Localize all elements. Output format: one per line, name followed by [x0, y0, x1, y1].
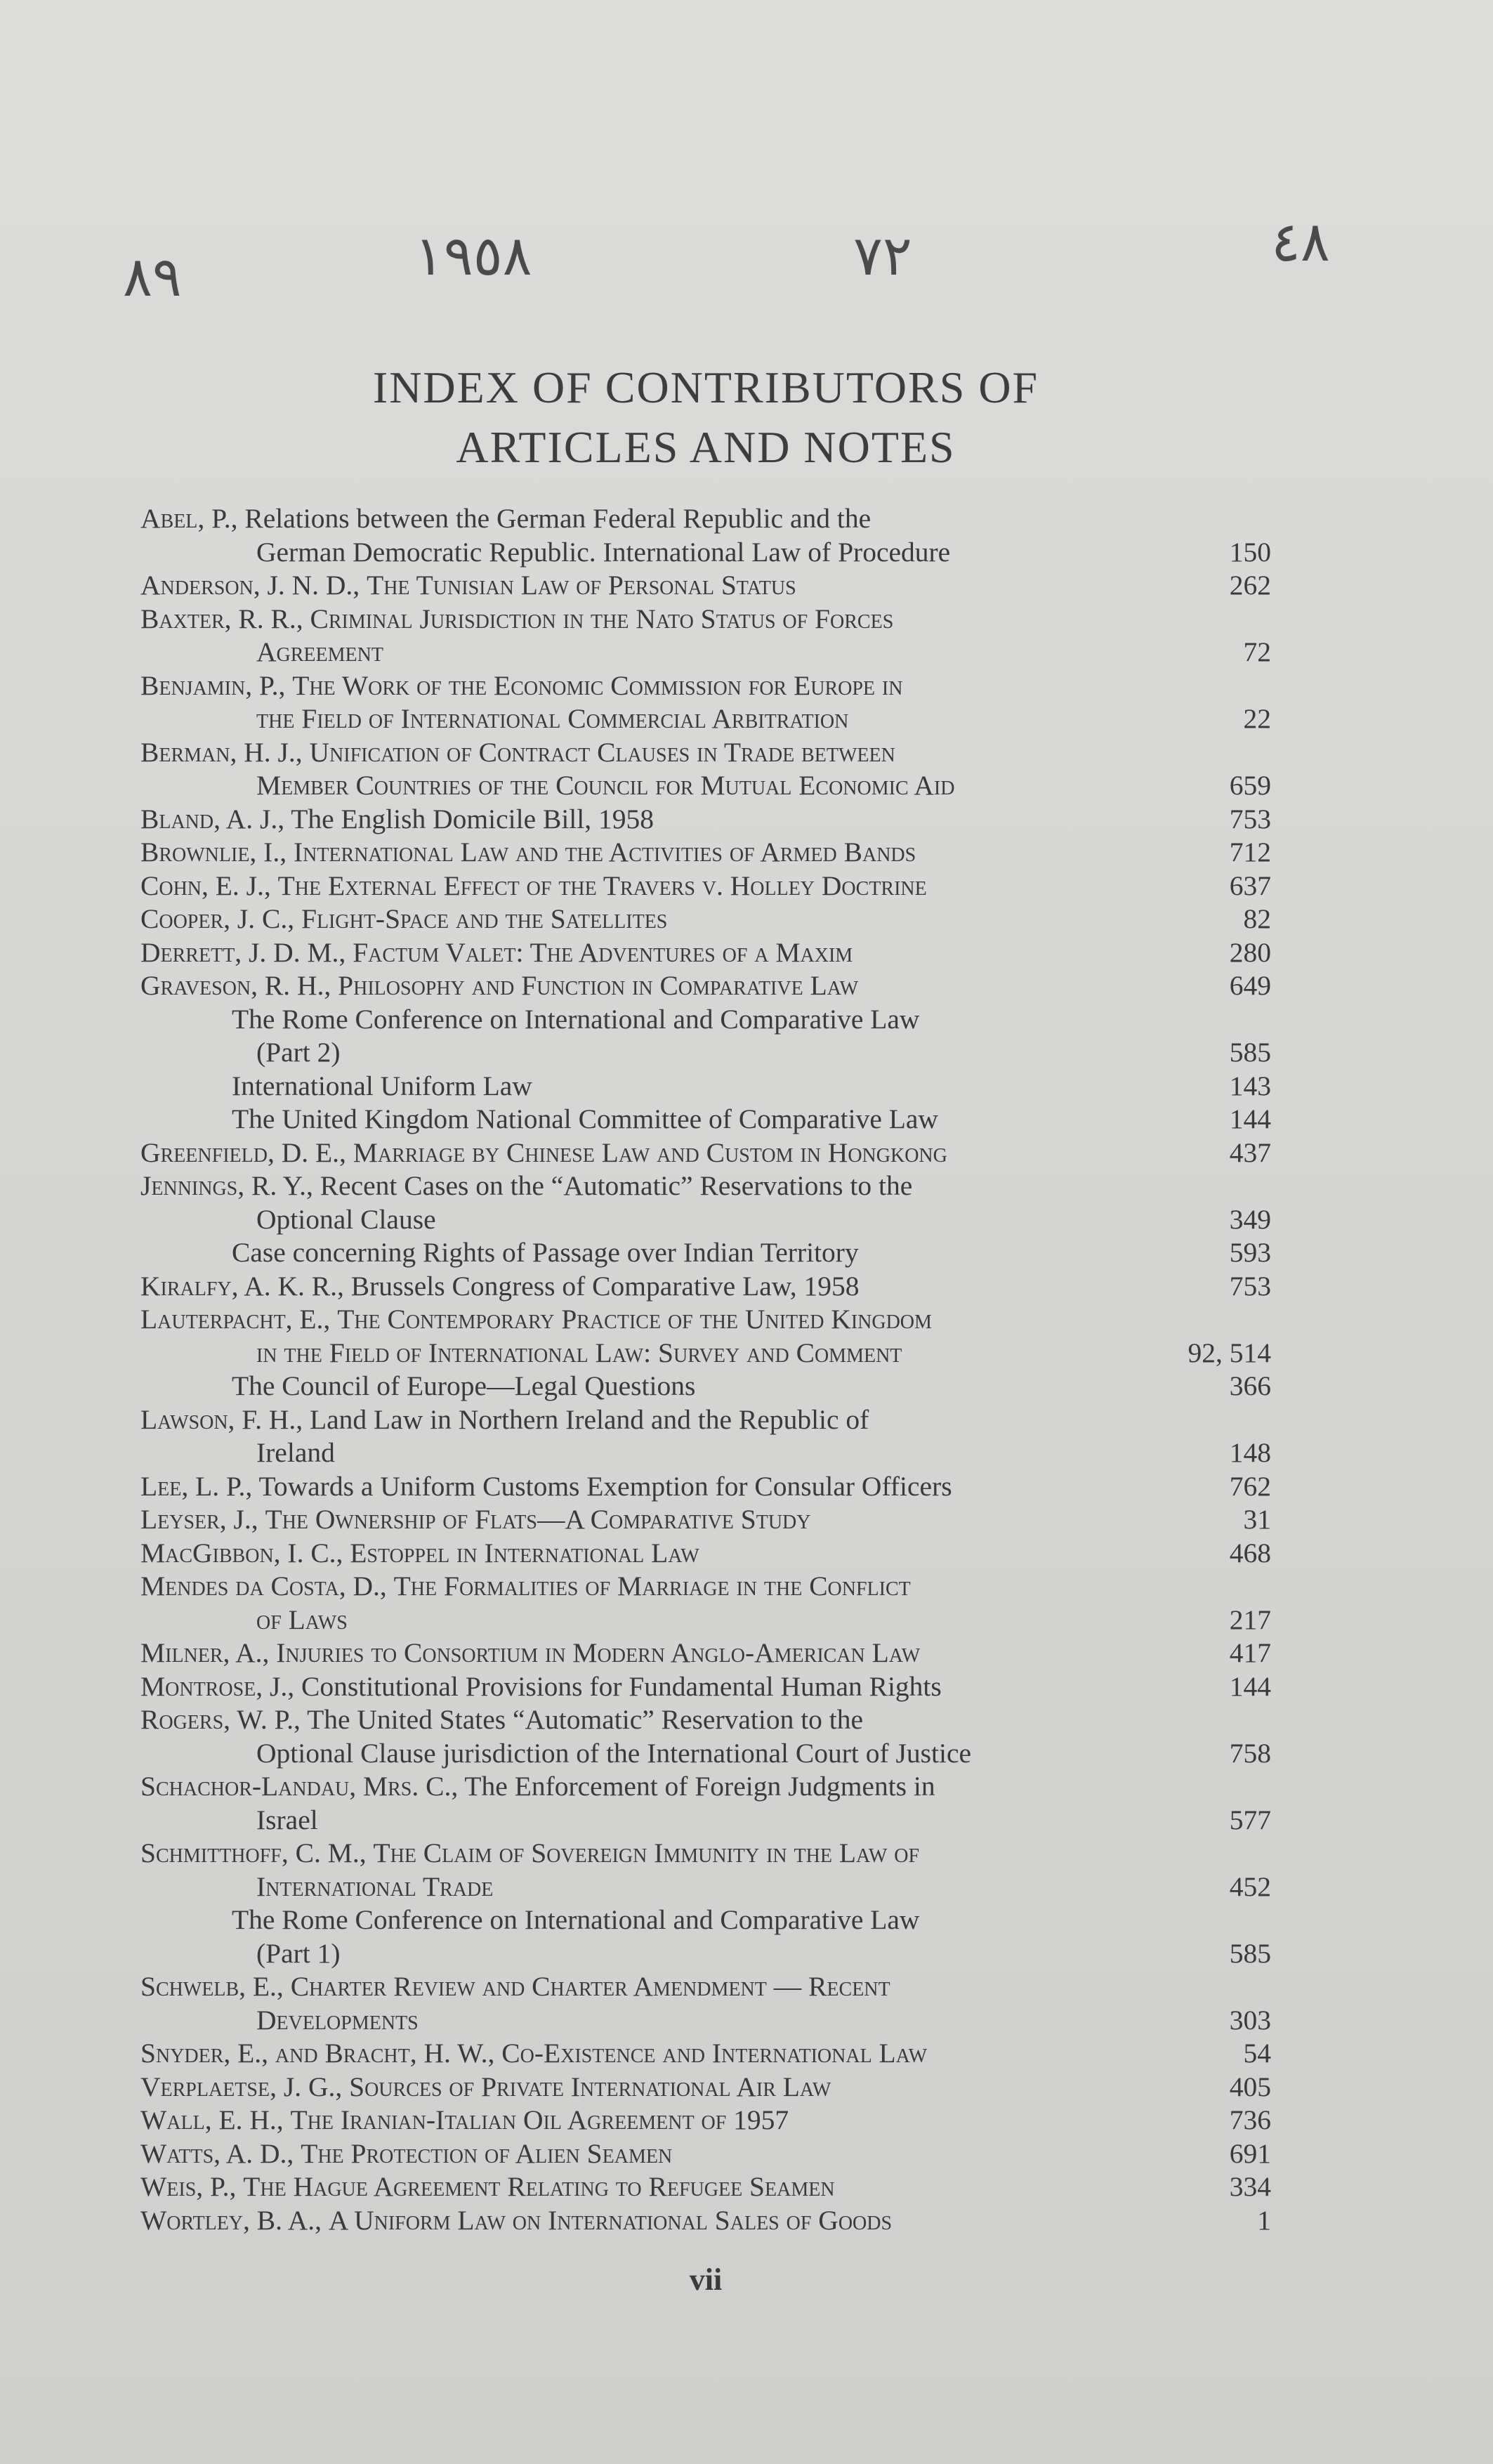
article-title: The English Domicile Bill, 1958	[291, 803, 655, 834]
page-number: 217	[1229, 1604, 1271, 1635]
index-line	[140, 2170, 1271, 2204]
page-number: 1	[1257, 2204, 1271, 2236]
index-entry	[140, 1470, 1271, 1504]
contributors-index	[140, 502, 1271, 2237]
article-title: Factum Valet: The Adventures of a Maxim	[353, 936, 853, 968]
handwritten-mark: ٨٩	[123, 246, 182, 309]
page-title-line-2: ARTICLES AND NOTES	[456, 422, 956, 472]
index-line	[140, 1169, 1271, 1203]
author-name: Bland, A. J.,	[140, 803, 285, 834]
author-name: Abel, P.,	[140, 503, 238, 534]
page-number: 82	[1243, 903, 1271, 934]
author-name: Lawson, F. H.,	[140, 1403, 303, 1435]
page-number: 280	[1229, 936, 1271, 968]
article-title: The External Effect of the Travers v. Holley Doctrine	[277, 870, 927, 901]
index-entry	[140, 2204, 1271, 2238]
index-line	[140, 1337, 1271, 1370]
page-number: 593	[1229, 1237, 1271, 1268]
index-entry	[140, 569, 1271, 603]
page-number: 712	[1229, 837, 1271, 867]
article-title: Optional Clause jurisdiction of the International Court of Justice	[256, 1737, 972, 1769]
article-title: Estoppel in International Law	[350, 1537, 699, 1568]
author-name: Jennings, R. Y.,	[140, 1170, 313, 1201]
article-title: The Rome Conference on International and Comparative Law	[232, 1904, 920, 1935]
author-name: Snyder, E., and Bracht, H. W.,	[140, 2038, 495, 2069]
article-title: International Uniform Law	[232, 1070, 532, 1101]
index-entry	[140, 1670, 1271, 1704]
index-line	[140, 1503, 1271, 1537]
article-title: Agreement	[256, 636, 383, 667]
index-entry	[140, 1537, 1271, 1571]
index-line	[140, 803, 1271, 837]
page-number: 150	[1229, 536, 1271, 568]
author-name: MacGibbon, I. C.,	[140, 1537, 343, 1568]
index-line	[140, 1470, 1271, 1504]
index-line	[140, 1403, 1271, 1437]
index-line	[140, 669, 1271, 703]
page-number: 585	[1229, 1037, 1271, 1068]
page-number: 143	[1229, 1070, 1271, 1101]
index-line	[140, 2071, 1271, 2104]
article-title: German Democratic Republic. International Law of Procedure	[256, 536, 951, 568]
page-number: 659	[1229, 770, 1271, 801]
index-line	[140, 536, 1271, 570]
index-entry	[140, 736, 1271, 803]
index-entry	[140, 603, 1271, 669]
article-title: Constitutional Provisions for Fundamental Human Rights	[301, 1670, 942, 1702]
article-title: Recent Cases on the “Automatic” Reservations to the	[320, 1170, 913, 1201]
author-name: Schachor-Landau, Mrs. C.,	[140, 1771, 459, 1802]
article-title: Injuries to Consortium in Modern Anglo-American Law	[276, 1637, 921, 1668]
author-name: Milner, A.,	[140, 1637, 270, 1668]
article-title: The Tunisian Law of Personal Status	[367, 570, 796, 601]
index-line	[140, 1036, 1271, 1070]
index-line	[140, 1103, 1271, 1136]
page-number: 417	[1229, 1637, 1271, 1668]
index-entry	[140, 1169, 1271, 1270]
index-line	[140, 1270, 1271, 1304]
author-name: Cooper, J. C.,	[140, 903, 295, 934]
article-title: The Contemporary Practice of the United Kingdom	[337, 1304, 932, 1335]
index-entry	[140, 1136, 1271, 1170]
index-entry	[140, 936, 1271, 970]
article-title: The Council of Europe—Legal Questions	[232, 1370, 696, 1401]
index-entry	[140, 1270, 1271, 1304]
article-title: Charter Review and Charter Amendment — Recent	[290, 1971, 890, 2002]
author-name: Wortley, B. A.,	[140, 2204, 322, 2236]
article-title: Brussels Congress of Comparative Law, 1958	[350, 1270, 860, 1302]
index-line	[140, 1637, 1271, 1670]
author-name: Derrett, J. D. M.,	[140, 936, 346, 968]
index-line	[140, 1370, 1271, 1403]
author-name: Watts, A. D.,	[140, 2137, 294, 2169]
article-title: of Laws	[256, 1604, 348, 1635]
author-name: Schwelb, E.,	[140, 1971, 284, 2002]
article-title: Co-Existence and International Law	[501, 2038, 928, 2069]
index-line	[140, 702, 1271, 736]
author-name: Mendes da Costa, D.,	[140, 1571, 387, 1601]
index-line	[140, 1436, 1271, 1470]
index-line	[140, 1236, 1271, 1270]
article-title: The Claim of Sovereign Immunity in the Law of	[373, 1837, 920, 1868]
index-line	[140, 2004, 1271, 2038]
index-line	[140, 1837, 1271, 1870]
author-name: Anderson, J. N. D.,	[140, 570, 360, 601]
author-name: Verplaetse, J. G.,	[140, 2071, 343, 2102]
author-name: Montrose, J.,	[140, 1670, 295, 1702]
index-entry	[140, 2071, 1271, 2104]
index-line	[140, 1670, 1271, 1704]
article-title: The United Kingdom National Committee of Comparative Law	[232, 1103, 938, 1134]
article-title: Sources of Private International Air Law	[349, 2071, 831, 2102]
handwritten-number: ٤٨	[1271, 211, 1330, 274]
page-number: 736	[1229, 2104, 1271, 2135]
article-title: Developments	[256, 2004, 419, 2036]
index-line	[140, 1203, 1271, 1237]
index-entry	[140, 836, 1271, 870]
article-title: Unification of Contract Clauses in Trade between	[309, 736, 895, 768]
article-title: in the Field of International Law: Survey and Comment	[256, 1337, 902, 1368]
index-entry	[140, 1303, 1271, 1403]
index-line	[140, 903, 1271, 936]
index-line	[140, 836, 1271, 870]
index-line	[140, 1003, 1271, 1037]
index-entry	[140, 1637, 1271, 1670]
page-number: 452	[1229, 1870, 1271, 1902]
author-name: Baxter, R. R.,	[140, 603, 303, 634]
article-title: The Work of the Economic Commission for Europe in	[292, 669, 903, 701]
author-name: Leyser, J.,	[140, 1504, 258, 1535]
index-entry	[140, 2170, 1271, 2204]
article-title: Relations between the German Federal Republic and the	[244, 503, 872, 534]
index-line	[140, 1070, 1271, 1103]
index-line	[140, 1303, 1271, 1337]
index-line	[140, 1937, 1271, 1971]
author-name: Cohn, E. J.,	[140, 870, 271, 901]
index-entry	[140, 502, 1271, 569]
page-number: 349	[1229, 1203, 1271, 1235]
index-line	[140, 1537, 1271, 1571]
author-name: Benjamin, P.,	[140, 669, 286, 701]
page-number: 144	[1229, 1103, 1271, 1134]
page-number: 144	[1229, 1670, 1271, 1702]
article-title: The Iranian-Italian Oil Agreement of 1957	[290, 2104, 789, 2135]
page-number: 437	[1229, 1136, 1271, 1168]
article-title: Case concerning Rights of Passage over Indian Territory	[232, 1237, 859, 1268]
index-entry	[140, 2037, 1271, 2071]
page-number: 54	[1243, 2038, 1271, 2069]
author-name: Schmitthoff, C. M.,	[140, 1837, 367, 1868]
index-line	[140, 1804, 1271, 1837]
article-title: Member Countries of the Council for Mutual Economic Aid	[256, 770, 955, 801]
index-line	[140, 1737, 1271, 1771]
author-name: Berman, H. J.,	[140, 736, 303, 768]
page-number: 691	[1229, 2137, 1271, 2169]
page-number: 262	[1229, 570, 1271, 601]
page-number: 753	[1229, 1270, 1271, 1302]
article-title: Criminal Jurisdiction in the Nato Status of Forces	[310, 603, 894, 634]
page-number: 366	[1229, 1370, 1271, 1401]
article-title: A Uniform Law on International Sales of Goods	[328, 2204, 893, 2236]
article-title: the Field of International Commercial Arbitration	[256, 703, 849, 734]
article-title: International Trade	[256, 1870, 494, 1902]
article-title: Israel	[256, 1804, 318, 1835]
index-line	[140, 769, 1271, 803]
index-line	[140, 969, 1271, 1003]
index-line	[140, 2204, 1271, 2238]
index-line	[140, 603, 1271, 636]
index-line	[140, 2137, 1271, 2171]
page-number: 758	[1229, 1737, 1271, 1769]
page-title-line-1: INDEX OF CONTRIBUTORS OF	[372, 362, 1039, 412]
handwritten-year: ١٩٥٨	[414, 225, 532, 288]
article-title: The Protection of Alien Seamen	[301, 2137, 673, 2169]
page-number: 31	[1243, 1504, 1271, 1535]
index-entry	[140, 1570, 1271, 1637]
article-title: The Ownership of Flats—A Comparative Study	[265, 1504, 811, 1535]
index-entry	[140, 870, 1271, 903]
article-title: The Enforcement of Foreign Judgments in	[464, 1771, 935, 1802]
page-number: 303	[1229, 2004, 1271, 2036]
page-number: 649	[1229, 970, 1271, 1001]
article-title: The United States “Automatic” Reservation to the	[307, 1704, 864, 1735]
article-title: Ireland	[256, 1437, 335, 1468]
index-line	[140, 1870, 1271, 1904]
page-number: 22	[1243, 703, 1271, 734]
index-entry	[140, 669, 1271, 736]
index-entry	[140, 803, 1271, 837]
index-entry	[140, 1970, 1271, 2037]
article-title: (Part 2)	[256, 1037, 341, 1068]
author-name: Brownlie, I.,	[140, 837, 287, 867]
index-line	[140, 1903, 1271, 1937]
article-title: Marriage by Chinese Law and Custom in Hongkong	[353, 1136, 947, 1168]
author-name: Greenfield, D. E.,	[140, 1136, 346, 1168]
index-entry	[140, 1837, 1271, 1970]
article-title: Philosophy and Function in Comparative Law	[338, 970, 859, 1001]
handwritten-volume: ٧٢	[853, 225, 912, 288]
page-number: 637	[1229, 870, 1271, 901]
index-line	[140, 502, 1271, 536]
index-entry	[140, 1703, 1271, 1770]
page-number: 405	[1229, 2071, 1271, 2102]
index-line	[140, 636, 1271, 669]
index-entry	[140, 1503, 1271, 1537]
index-line	[140, 1770, 1271, 1804]
article-title: Land Law in Northern Ireland and the Republic of	[310, 1403, 869, 1435]
article-title: The Hague Agreement Relating to Refugee Seamen	[243, 2171, 835, 2202]
index-line	[140, 2104, 1271, 2137]
author-name: Wall, E. H.,	[140, 2104, 284, 2135]
index-line	[140, 1703, 1271, 1737]
index-entry	[140, 1403, 1271, 1470]
page-number: 334	[1229, 2171, 1271, 2202]
author-name: Kiralfy, A. K. R.,	[140, 1270, 344, 1302]
index-line	[140, 1970, 1271, 2004]
author-name: Rogers, W. P.,	[140, 1704, 301, 1735]
index-line	[140, 1604, 1271, 1637]
page-number: 762	[1229, 1470, 1271, 1502]
page-number: 92, 514	[1188, 1337, 1271, 1368]
index-entry	[140, 903, 1271, 936]
index-entry	[140, 1770, 1271, 1837]
article-title: Flight-Space and the Satellites	[301, 903, 668, 934]
page-number: 468	[1229, 1537, 1271, 1568]
index-line	[140, 1570, 1271, 1604]
index-line	[140, 936, 1271, 970]
page-number: 585	[1229, 1937, 1271, 1969]
page-number: 72	[1243, 636, 1271, 667]
author-name: Lauterpacht, E.,	[140, 1304, 331, 1335]
article-title: Towards a Uniform Customs Exemption for Consular Officers	[258, 1470, 952, 1502]
page-number: 753	[1229, 803, 1271, 834]
article-title: Optional Clause	[256, 1203, 436, 1235]
page-folio: vii	[689, 2262, 723, 2297]
index-line	[140, 736, 1271, 770]
index-line	[140, 870, 1271, 903]
index-line	[140, 2037, 1271, 2071]
index-line	[140, 569, 1271, 603]
article-title: International Law and the Activities of Armed Bands	[293, 837, 916, 867]
index-entry	[140, 2104, 1271, 2137]
article-title: (Part 1)	[256, 1937, 341, 1969]
author-name: Lee, L. P.,	[140, 1470, 253, 1502]
author-name: Weis, P.,	[140, 2171, 237, 2202]
index-line	[140, 1136, 1271, 1170]
page-number: 577	[1229, 1804, 1271, 1835]
article-title: The Formalities of Marriage in the Conflict	[393, 1571, 911, 1601]
page-number: 148	[1229, 1437, 1271, 1468]
index-entry	[140, 2137, 1271, 2171]
index-entry	[140, 969, 1271, 1136]
article-title: The Rome Conference on International and Comparative Law	[232, 1003, 920, 1035]
author-name: Graveson, R. H.,	[140, 970, 331, 1001]
